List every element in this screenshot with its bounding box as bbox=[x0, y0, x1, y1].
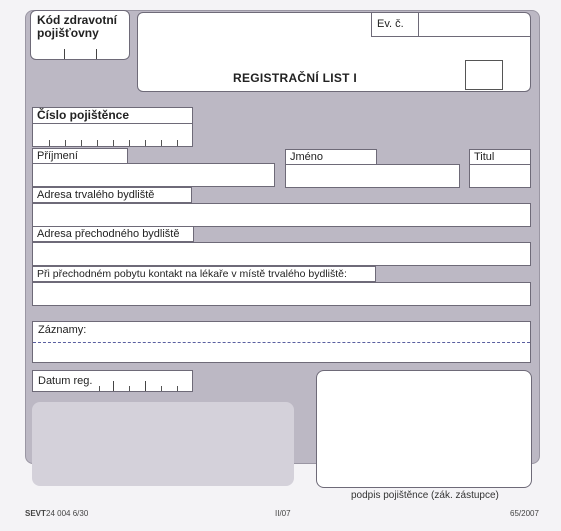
number-tick bbox=[145, 140, 146, 146]
number-tick bbox=[129, 140, 130, 146]
ev-number-field[interactable] bbox=[371, 13, 531, 37]
registration-date-label: Datum reg. bbox=[38, 375, 93, 387]
ev-number-label: Ev. č. bbox=[377, 18, 404, 30]
signature-box[interactable] bbox=[316, 370, 532, 488]
footer-mid: II/07 bbox=[275, 509, 291, 518]
surname-label: Příjmení bbox=[32, 148, 128, 164]
form-title: REGISTRAČNÍ LIST I bbox=[233, 71, 358, 85]
insured-number-label: Číslo pojištěnce bbox=[32, 107, 193, 124]
number-tick bbox=[81, 140, 82, 146]
number-tick bbox=[65, 140, 66, 146]
date-tick bbox=[129, 386, 130, 391]
date-tick bbox=[161, 386, 162, 391]
permanent-address-field[interactable] bbox=[32, 203, 531, 227]
footer-number: 24 004 6/30 bbox=[46, 509, 89, 518]
number-tick bbox=[113, 140, 114, 146]
ev-number-divider bbox=[418, 13, 419, 37]
signature-label: podpis pojištěnce (zák. zástupce) bbox=[351, 490, 499, 501]
registration-date-field[interactable] bbox=[32, 370, 193, 392]
surname-field[interactable] bbox=[32, 163, 275, 187]
insurance-code-label: Kód zdravotní pojišťovny bbox=[37, 13, 117, 40]
permanent-address-label: Adresa trvalého bydliště bbox=[32, 187, 192, 203]
first-name-label: Jméno bbox=[285, 149, 377, 165]
number-tick bbox=[177, 140, 178, 146]
number-tick bbox=[161, 140, 162, 146]
insurance-code-box[interactable] bbox=[30, 10, 130, 60]
code-tick bbox=[96, 49, 97, 59]
date-tick bbox=[145, 381, 146, 391]
temporary-address-field[interactable] bbox=[32, 242, 531, 266]
code-tick bbox=[64, 49, 65, 59]
header-box bbox=[137, 12, 531, 92]
footer-code-text: SEVT bbox=[25, 509, 46, 518]
records-label: Záznamy: bbox=[38, 324, 87, 336]
title-field[interactable] bbox=[469, 164, 531, 188]
first-name-field[interactable] bbox=[285, 164, 460, 188]
footer-right: 65/2007 bbox=[510, 509, 539, 518]
doctor-contact-field[interactable] bbox=[32, 282, 531, 306]
date-tick bbox=[177, 386, 178, 391]
number-tick bbox=[49, 140, 50, 146]
footer-code bbox=[25, 509, 46, 518]
date-tick bbox=[113, 381, 114, 391]
records-dotted-line bbox=[33, 342, 530, 343]
title-label: Titul bbox=[469, 149, 531, 165]
date-tick bbox=[99, 386, 100, 391]
number-tick bbox=[97, 140, 98, 146]
stamp-area[interactable] bbox=[32, 402, 294, 486]
temporary-address-label: Adresa přechodného bydliště bbox=[32, 226, 194, 242]
insured-number-field[interactable] bbox=[32, 123, 193, 147]
stamp-square[interactable] bbox=[465, 60, 503, 90]
records-field[interactable] bbox=[32, 321, 531, 363]
doctor-contact-label: Při přechodném pobytu kontakt na lékaře v místě trvalého bydliště: bbox=[32, 266, 376, 282]
